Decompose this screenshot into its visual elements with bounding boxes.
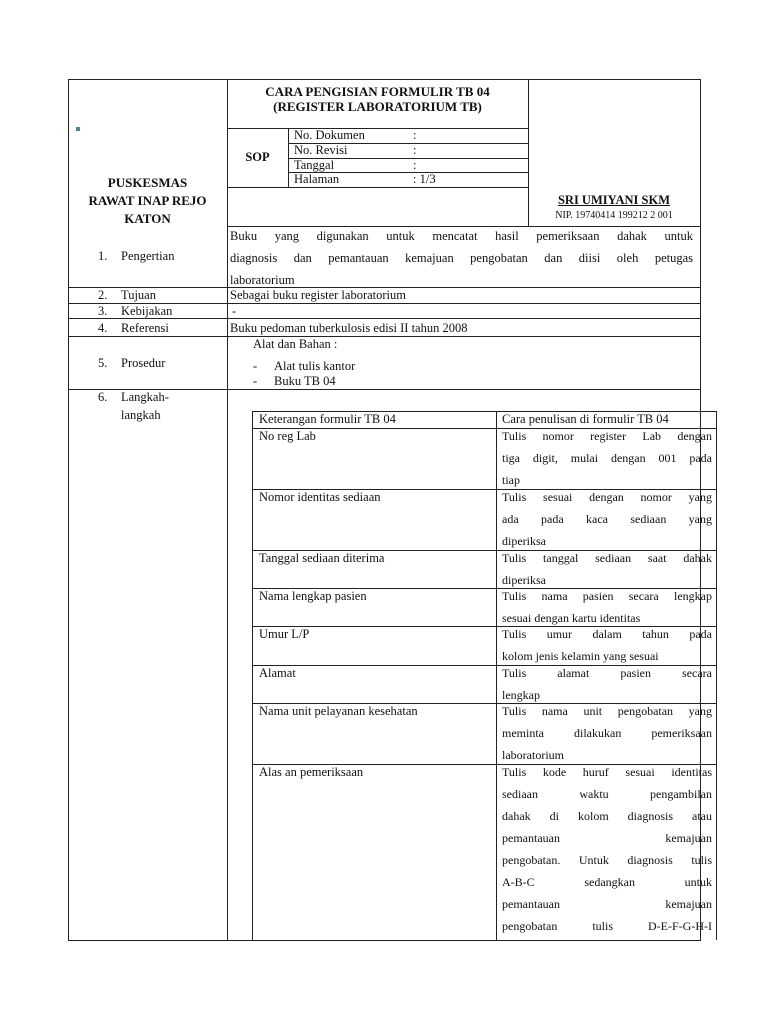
section-label-langkah-2: langkah: [121, 408, 161, 422]
instruction-line: sesuai dengan kartu identitas: [502, 611, 641, 625]
instruction-line: Tulis tanggal sediaan saat dahak: [502, 551, 712, 565]
logo-mark: [76, 127, 80, 131]
sop-bottom-line: [227, 187, 528, 188]
document-title-line-1: CARA PENGISIAN FORMULIR TB 04: [265, 84, 490, 99]
form-table-left-border: [252, 411, 253, 940]
instruction-line: Tulis nama pasien secara lengkap: [502, 589, 712, 603]
doc-field-label-1: No. Dokumen: [294, 128, 365, 142]
instruction-line: A-B-C sedangkan untuk: [502, 875, 712, 889]
form-table-header-cara: Cara penulisan di formulir TB 04: [502, 412, 669, 426]
signatory-nip: NIP. 19740414 199212 2 001: [555, 210, 673, 221]
form-field-name: No reg Lab: [259, 429, 316, 443]
doc-field-label-3: Tanggal: [294, 158, 335, 172]
section-label-kebijakan: Kebijakan: [121, 304, 173, 318]
sop-label: SOP: [245, 150, 270, 164]
prosedur-item-2: Buku TB 04: [274, 374, 336, 388]
instruction-line: diperiksa: [502, 534, 546, 548]
section-label-tujuan: Tujuan: [121, 288, 156, 302]
instruction-line: tiga digit, mulai dengan 001 pada: [502, 451, 712, 465]
signatory-name: SRI UMIYANI SKM: [557, 193, 671, 207]
form-field-instruction: [502, 425, 712, 491]
instruction-line: kolom jenis kelamin yang sesuai: [502, 649, 659, 663]
row-line-prosedur: [68, 336, 700, 337]
form-table-right-border: [716, 411, 717, 940]
instruction-line: Tulis nomor register Lab dengan: [502, 429, 712, 443]
instruction-line: tiap: [502, 473, 520, 487]
section-label-prosedur: Prosedur: [121, 356, 166, 370]
prosedur-bullet-2: -: [253, 374, 258, 388]
section-label-langkah-1: Langkah-: [121, 390, 169, 404]
organization-line-3: KATON: [124, 211, 171, 226]
doc-field-value-4: : 1/3: [413, 172, 436, 186]
pengertian-line-3: laboratorium: [230, 273, 295, 287]
section-number-referensi: 4.: [98, 321, 108, 335]
instruction-line: laboratorium: [502, 748, 564, 762]
instruction-line: dahak di kolom diagnosis atau: [502, 809, 712, 823]
doc-field-value-1: :: [413, 128, 417, 142]
instruction-line: Tulis nama unit pengobatan yang: [502, 704, 712, 718]
form-table-header-keterangan: Keterangan formulir TB 04: [259, 412, 396, 426]
instruction-line: diperiksa: [502, 573, 546, 587]
referensi-text: Buku pedoman tuberkulosis edisi II tahun 2008: [230, 321, 468, 335]
prosedur-bullet-1: -: [253, 359, 258, 373]
instruction-line: pemantauan kemajuan: [502, 897, 712, 911]
frame-top: [68, 79, 700, 80]
instruction-line: Tulis sesuai dengan nomor yang: [502, 490, 712, 504]
form-field-name: Nomor identitas sediaan: [259, 490, 381, 504]
instruction-line: pemantauan kemajuan: [502, 831, 712, 845]
instruction-line: pengobatan tulis D-E-F-G-H-I: [502, 919, 712, 933]
section-number-langkah: 6.: [98, 390, 108, 404]
form-field-instruction: [502, 623, 712, 667]
doc-field-label-4: Halaman: [294, 172, 340, 186]
section-label-pengertian: Pengertian: [121, 249, 175, 263]
organization-line-1: PUSKESMAS: [107, 175, 188, 190]
form-field-name: Tanggal sediaan diterima: [259, 551, 385, 565]
document-title-line-2: (REGISTER LABORATORIUM TB): [273, 99, 482, 114]
section-number-pengertian: 1.: [98, 249, 108, 263]
frame-bottom: [68, 940, 700, 941]
organization-line-2: RAWAT INAP REJO: [88, 193, 207, 208]
form-field-name: Umur L/P: [259, 627, 310, 641]
pengertian-line-1: Buku yang digunakan untuk mencatat hasil pemeriksaan dahak untuk: [230, 229, 693, 243]
form-field-name: Nama lengkap pasien: [259, 589, 367, 603]
section-label-referensi: Referensi: [121, 321, 169, 335]
form-field-instruction: [502, 486, 712, 552]
col-divider-left: [227, 79, 228, 941]
form-field-instruction: [502, 700, 712, 766]
section-number-kebijakan: 3.: [98, 304, 108, 318]
instruction-line: lengkap: [502, 688, 540, 702]
instruction-line: Tulis kode huruf sesuai identitas: [502, 765, 712, 779]
pengertian-text: [230, 225, 693, 291]
title-bottom-line: [227, 128, 528, 129]
kebijakan-text: -: [232, 304, 237, 318]
instruction-line: Tulis umur dalam tahun pada: [502, 627, 712, 641]
prosedur-heading: Alat dan Bahan :: [253, 337, 338, 351]
instruction-line: Tulis alamat pasien secara: [502, 666, 712, 680]
form-field-name: Alas an pemeriksaan: [259, 765, 364, 779]
section-number-prosedur: 5.: [98, 356, 108, 370]
tujuan-text: Sebagai buku register laboratorium: [230, 288, 406, 302]
prosedur-item-1: Alat tulis kantor: [274, 359, 356, 373]
form-field-name: Alamat: [259, 666, 296, 680]
form-table-col-divider: [496, 411, 497, 940]
instruction-line: pengobatan. Untuk diagnosis tulis: [502, 853, 712, 867]
doc-field-value-2: :: [413, 143, 417, 157]
doc-field-label-2: No. Revisi: [294, 143, 348, 157]
form-field-name: Nama unit pelayanan kesehatan: [259, 704, 418, 718]
instruction-line: sediaan waktu pengambilan: [502, 787, 712, 801]
instruction-line: ada pada kaca sediaan yang: [502, 512, 712, 526]
organization-name: [68, 174, 227, 228]
instruction-line: meminta dilakukan pemeriksaan: [502, 726, 712, 740]
section-number-tujuan: 2.: [98, 288, 108, 302]
doc-field-value-3: :: [413, 158, 417, 172]
form-field-instruction: [502, 761, 712, 937]
pengertian-line-2: diagnosis dan pemantauan kemajuan pengobatan dan diisi oleh petugas: [230, 251, 693, 265]
